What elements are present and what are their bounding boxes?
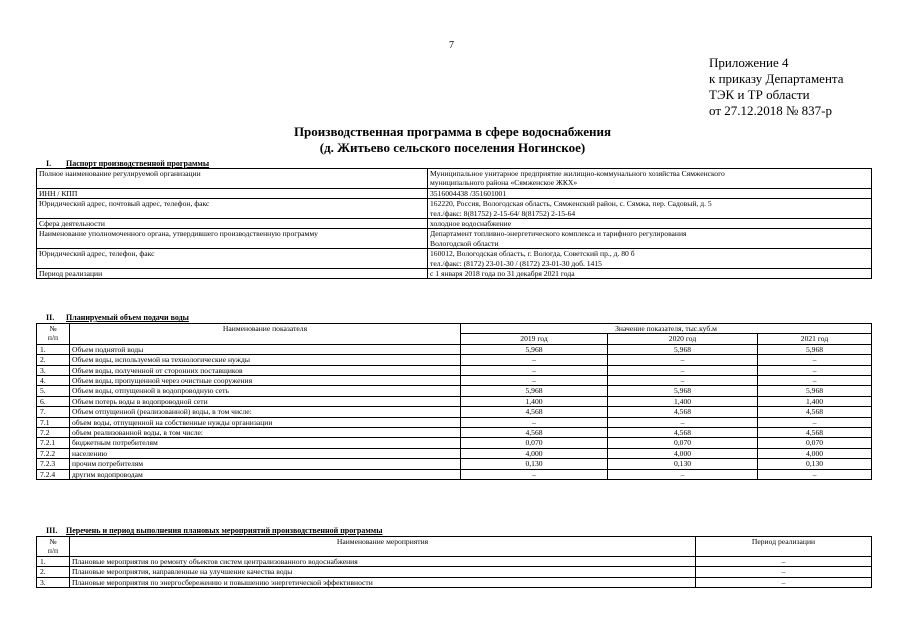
annex-line: к приказу Департамента — [709, 71, 844, 86]
table-row — [37, 428, 872, 438]
header-year: 2021 год — [758, 334, 872, 344]
table-row — [37, 417, 872, 427]
row-value-2019: 0,130 — [461, 459, 608, 469]
row-name: Объем потерь воды в водопроводной сети — [70, 396, 461, 406]
row-value-2020: 0,130 — [608, 459, 758, 469]
row-value-2021: – — [758, 469, 872, 479]
passport-label: ИНН / КПП — [37, 188, 428, 198]
table-row — [37, 459, 872, 469]
passport-label: Юридический адрес, почтовый адрес, телефон, факс — [37, 199, 428, 219]
row-value-2020: – — [608, 469, 758, 479]
table-row — [37, 355, 872, 365]
row-value-2021: 5,968 — [758, 344, 872, 354]
row-value-2021: – — [758, 417, 872, 427]
row-value-2020: 0,070 — [608, 438, 758, 448]
passport-value — [428, 229, 872, 249]
passport-table — [36, 168, 872, 279]
row-value-2019: – — [461, 365, 608, 375]
row-number: 5. — [37, 386, 70, 396]
row-value-2020: 1,400 — [608, 396, 758, 406]
section2-heading — [36, 313, 189, 322]
section1-heading — [36, 159, 209, 168]
document-title — [0, 124, 905, 156]
passport-label: Юридический адрес, телефон, факс — [37, 249, 428, 269]
table-row — [37, 386, 872, 396]
table-row — [37, 365, 872, 375]
table-row — [37, 448, 872, 458]
title-line: (д. Житьево сельского поселения Ногинское) — [319, 140, 586, 155]
passport-label: Период реализации — [37, 269, 428, 279]
row-value-2020: 4,568 — [608, 407, 758, 417]
header-number — [37, 324, 70, 345]
row-name: прочим потребителям — [70, 459, 461, 469]
table-row — [37, 249, 872, 269]
row-value-2019: 5,968 — [461, 344, 608, 354]
row-value-2019: 4,000 — [461, 448, 608, 458]
row-name: Объем воды, отпущенной в водопроводную сеть — [70, 386, 461, 396]
header-period: Период реализации — [696, 537, 872, 557]
passport-label: Наименование уполномоченного органа, утвердившего производственную программу — [37, 229, 428, 249]
row-value-2020: – — [608, 417, 758, 427]
measures-rows — [37, 556, 872, 587]
row-value-2021: – — [758, 355, 872, 365]
row-number: 7.2.3 — [37, 459, 70, 469]
header-text: п/п — [47, 546, 59, 556]
row-value-2019: 0,070 — [461, 438, 608, 448]
section-number: III. — [46, 526, 58, 535]
row-value-2019: 4,568 — [461, 407, 608, 417]
table-row — [37, 577, 872, 587]
row-name: объем воды, отпущенной на собственные нужды организации — [70, 417, 461, 427]
table-row — [37, 219, 872, 229]
annex-line: Приложение 4 — [709, 55, 789, 70]
row-value-2021: – — [758, 376, 872, 386]
section-title: Паспорт производственной программы — [66, 159, 210, 168]
section3-heading — [36, 526, 382, 535]
row-name: Объем поднятой воды — [70, 344, 461, 354]
row-name: Объем воды, используемой на технологические нужды — [70, 355, 461, 365]
value-line: тел./факс: 8(81752) 2-15-64/ 8(81752) 2-15-64 — [430, 208, 576, 218]
header-name: Наименование показателя — [70, 324, 461, 345]
annex-line: от 27.12.2018 № 837-р — [709, 103, 832, 118]
table-row — [37, 567, 872, 577]
row-value-2019: 1,400 — [461, 396, 608, 406]
value-line: 160012, Вологодская область, г. Вологда, Советский пр., д. 80 б — [430, 249, 635, 259]
header-row — [37, 324, 872, 334]
row-value-2020: – — [608, 376, 758, 386]
row-number: 7.2 — [37, 428, 70, 438]
value-line: Департамент топливно-энергетического комплекса и тарифного регулирования — [430, 229, 687, 239]
row-value-2019: – — [461, 469, 608, 479]
row-name: населению — [70, 448, 461, 458]
row-number: 1. — [37, 344, 70, 354]
row-name: Плановые мероприятия, направленные на улучшение качества воды — [70, 567, 696, 577]
row-number: 7. — [37, 407, 70, 417]
row-number: 2. — [37, 567, 70, 577]
passport-label: Сфера деятельности — [37, 219, 428, 229]
value-line: Вологодской области — [430, 238, 499, 248]
passport-value — [428, 199, 872, 219]
passport-value: с 1 января 2018 года по 31 декабря 2021 года — [428, 269, 872, 279]
row-period: – — [696, 577, 872, 587]
row-value-2021: 0,070 — [758, 438, 872, 448]
row-value-2020: – — [608, 355, 758, 365]
row-value-2019: 4,568 — [461, 428, 608, 438]
row-name: объем реализованной воды, в том числе: — [70, 428, 461, 438]
value-line: Муниципальное унитарное предприятие жилищно-коммунального хозяйства Сямженского — [430, 169, 725, 178]
value-line: муниципального района «Сямженское ЖКХ» — [430, 178, 578, 188]
row-value-2020: 5,968 — [608, 386, 758, 396]
table-row — [37, 229, 872, 249]
header-text: п/п — [47, 333, 59, 343]
table-row — [37, 407, 872, 417]
table-row — [37, 438, 872, 448]
table-row — [37, 269, 872, 279]
page-number: 7 — [449, 40, 454, 51]
passport-label: Полное наименование регулируемой организации — [37, 169, 428, 189]
header-number — [37, 537, 70, 557]
value-line: тел./факс: (8172) 23-01-30 / (8172) 23-01-30 доб. 1415 — [430, 258, 602, 268]
section-title: Планируемый объем подачи воды — [66, 313, 189, 322]
row-value-2020: 5,968 — [608, 344, 758, 354]
table-row — [37, 376, 872, 386]
passport-value — [428, 169, 872, 189]
row-value-2021: 0,130 — [758, 459, 872, 469]
row-name: другим водопроводам — [70, 469, 461, 479]
row-value-2020: 4,568 — [608, 428, 758, 438]
passport-value: 3516004438 /351601001 — [428, 188, 872, 198]
row-value-2021: 5,968 — [758, 386, 872, 396]
row-value-2020: – — [608, 365, 758, 375]
row-number: 6. — [37, 396, 70, 406]
row-period: – — [696, 567, 872, 577]
measures-table — [36, 536, 872, 588]
table-row — [37, 556, 872, 566]
row-name: бюджетным потребителям — [70, 438, 461, 448]
row-value-2021: 1,400 — [758, 396, 872, 406]
annex-block — [709, 55, 844, 119]
table-row — [37, 396, 872, 406]
section-number: I. — [46, 159, 52, 168]
water-volume-table — [36, 323, 872, 480]
row-number: 7.2.4 — [37, 469, 70, 479]
row-value-2020: 4,000 — [608, 448, 758, 458]
header-name: Наименование мероприятия — [70, 537, 696, 557]
row-number: 3. — [37, 365, 70, 375]
table-row — [37, 199, 872, 219]
table-row — [37, 469, 872, 479]
passport-value: холодное водоснабжение — [428, 219, 872, 229]
row-name: Плановые мероприятия по ремонту объектов систем централизованного водоснабжения — [70, 556, 696, 566]
row-value-2021: 4,000 — [758, 448, 872, 458]
row-number: 2. — [37, 355, 70, 365]
row-number: 3. — [37, 577, 70, 587]
section-number: II. — [46, 313, 55, 322]
row-name: Объем воды, пропущенной через очистные сооружения — [70, 376, 461, 386]
header-text: № — [49, 324, 57, 333]
row-value-2019: 5,968 — [461, 386, 608, 396]
row-name: Объем воды, полученной от сторонних поставщиков — [70, 365, 461, 375]
row-number: 7.1 — [37, 417, 70, 427]
section-title: Перечень и период выполнения плановых мероприятий производственной программы — [66, 526, 383, 535]
header-row — [37, 537, 872, 557]
row-value-2021: 4,568 — [758, 428, 872, 438]
value-line: 162220, Россия, Вологодская область, Сямженский район, с. Сямжа, пер. Садовый, д. 5 — [430, 199, 712, 209]
row-number: 4. — [37, 376, 70, 386]
header-text: № — [49, 537, 57, 546]
row-period: – — [696, 556, 872, 566]
table-row — [37, 188, 872, 198]
title-line: Производственная программа в сфере водоснабжения — [293, 124, 612, 139]
header-value-group: Значение показателя, тыс.куб.м — [461, 324, 872, 334]
row-value-2019: – — [461, 417, 608, 427]
table-row — [37, 344, 872, 354]
water-volume-rows — [37, 344, 872, 479]
row-value-2019: – — [461, 355, 608, 365]
row-value-2021: 4,568 — [758, 407, 872, 417]
passport-value — [428, 249, 872, 269]
row-name: Объем отпущенной (реализованной) воды, в том числе: — [70, 407, 461, 417]
row-number: 7.2.2 — [37, 448, 70, 458]
row-value-2019: – — [461, 376, 608, 386]
row-value-2021: – — [758, 365, 872, 375]
header-year: 2020 год — [608, 334, 758, 344]
annex-line: ТЭК и ТР области — [709, 87, 810, 102]
table-row — [37, 169, 872, 189]
header-year: 2019 год — [461, 334, 608, 344]
row-number: 1. — [37, 556, 70, 566]
row-name: Плановые мероприятия по энергосбережению и повышению энергетической эффективности — [70, 577, 696, 587]
row-number: 7.2.1 — [37, 438, 70, 448]
